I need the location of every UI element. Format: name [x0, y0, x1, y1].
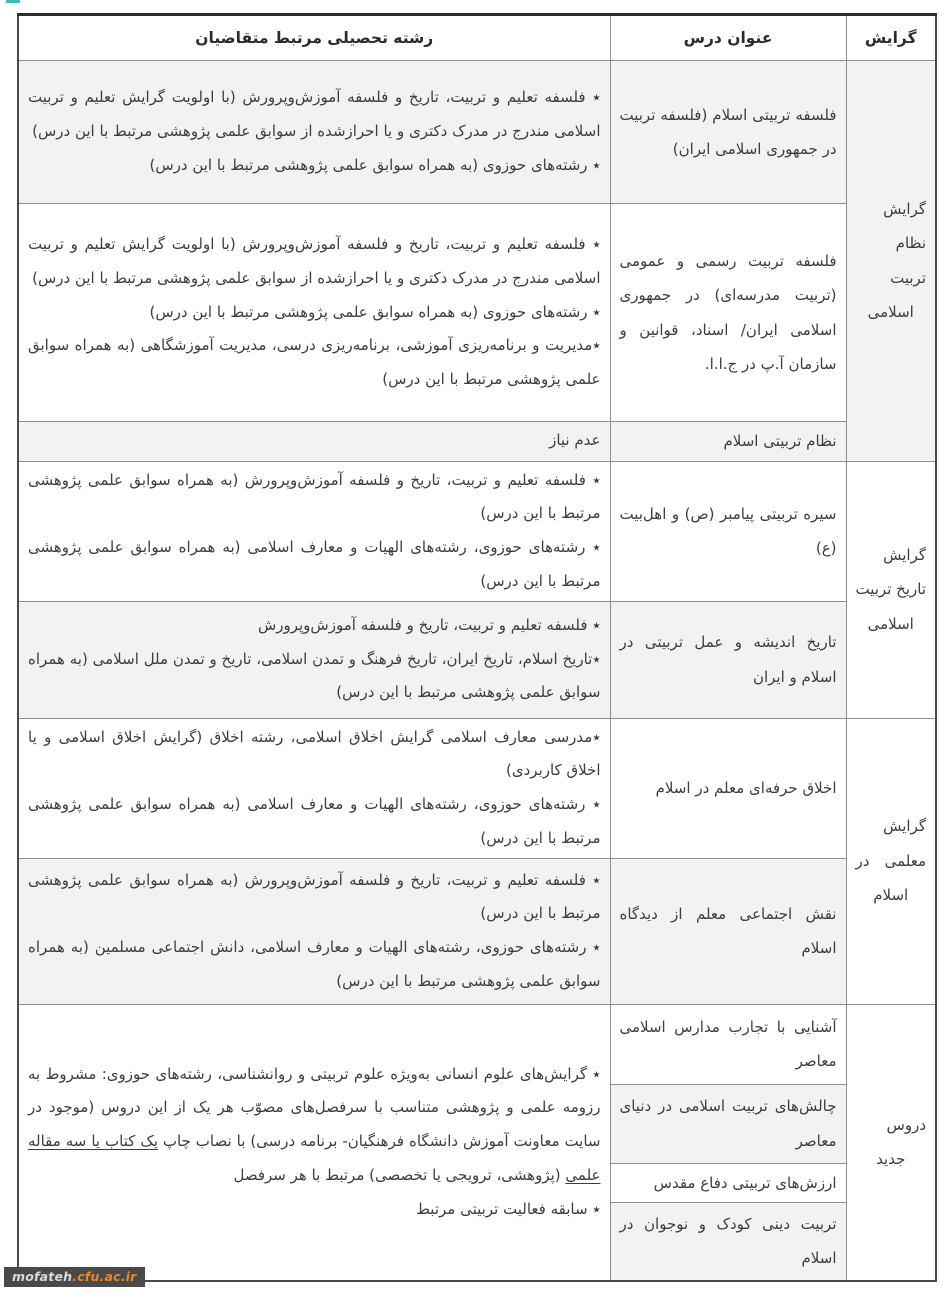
watermark-brand: mofateh — [12, 1269, 73, 1284]
table-row — [18, 422, 936, 462]
watermark-domain: .cfu.ac.ir — [72, 1269, 137, 1284]
requirements-cell — [18, 601, 610, 718]
requirement-text: (پژوهشی، ترویجی یا تخصصی) مرتبط با هر سرفصل — [233, 1165, 566, 1184]
course-title-cell: نظام تربیتی اسلام — [610, 422, 846, 462]
requirements-cell — [18, 61, 610, 204]
table-row — [18, 61, 936, 204]
course-title-cell: تاریخ اندیشه و عمل تربیتی در اسلام و ایران — [610, 601, 846, 718]
track-group-cell: گرایش تاریخ تربیت اسلامی — [846, 461, 936, 718]
track-group-cell: گرایش نظام تربیت اسلامی — [846, 61, 936, 462]
track-group-cell: گرایش معلمی در اسلام — [846, 718, 936, 1004]
course-requirements-table — [17, 13, 937, 1282]
requirement-item: ٭ رشته‌های حوزوی، رشته‌های الهیات و معارف اسلامی (به همراه سوابق علمی پژوهشی مرتبط با این درس) — [28, 795, 601, 847]
col-header-course: عنوان درس — [610, 15, 846, 61]
requirements-cell — [18, 858, 610, 1004]
table-row — [18, 204, 936, 422]
table-header-row — [18, 15, 936, 61]
requirement-item: ٭ فلسفه تعلیم و تربیت، تاریخ و فلسفه آموزش‌وپرورش (با اولویت گرایش تعلیم و تربیت اسلامی مندرج در مدرک دکتری و یا احرازشده از سوابق علمی پژوهشی مرتبط با این درس) — [28, 88, 601, 141]
course-title-cell: نقش اجتماعی معلم از دیدگاه اسلام — [610, 858, 846, 1004]
course-title-cell: فلسفه تربیتی اسلام (فلسفه تربیت در جمهوری اسلامی ایران) — [610, 61, 846, 204]
requirement-item — [28, 1058, 601, 1193]
requirement-item: ٭ فلسفه تعلیم و تربیت، تاریخ و فلسفه آموزش‌وپرورش (به همراه سوابق علمی پژوهشی مرتبط با این درس) — [28, 870, 601, 923]
requirement-item: ٭ رشته‌های حوزوی، رشته‌های الهیات و معارف اسلامی، دانش اجتماعی مسلمین (به همراه سوابق علمی پژوهشی مرتبط با این درس) — [28, 938, 601, 990]
requirements-cell — [18, 461, 610, 601]
course-title-cell: آشنایی با تجارب مدارس اسلامی معاصر — [610, 1004, 846, 1084]
requirements-cell — [18, 718, 610, 858]
teal-corner-mark — [6, 0, 20, 3]
requirement-text: ٭ گرایش‌های علوم انسانی به‌ویژه علوم تربیتی و روانشناسی، رشته‌های حوزوی: مشروط به رزومه علمی و پژوهشی متناسب با سرفصل‌های مصوّب هر یک از این دروس (موجود در سایت معاونت آموزش دانشگاه فرهنگیان- برنامه درسی) با نصاب چاپ — [28, 1064, 601, 1151]
table-row — [18, 601, 936, 718]
requirements-cell-shared — [18, 1004, 610, 1281]
table-row — [18, 1004, 936, 1084]
table-row — [18, 461, 936, 601]
table-row — [18, 718, 936, 858]
site-watermark — [4, 1267, 145, 1287]
col-header-fields: رشته تحصیلی مرتبط متقاضیان — [18, 15, 610, 61]
requirement-item: ٭ فلسفه تعلیم و تربیت، تاریخ و فلسفه آموزش‌وپرورش (با اولویت گرایش تعلیم و تربیت اسلامی مندرج در مدرک دکتری و یا احرازشده از سوابق علمی پژوهشی مرتبط با این درس) — [28, 235, 601, 287]
requirements-cell — [18, 422, 610, 462]
course-title-cell: تربیت دینی کودک و نوجوان در اسلام — [610, 1203, 846, 1281]
requirement-item: ٭ فلسفه تعلیم و تربیت، تاریخ و فلسفه آموزش‌وپرورش (به همراه سوابق علمی پژوهشی مرتبط با این درس) — [28, 470, 601, 523]
col-header-track: گرایش — [846, 15, 936, 61]
requirement-item: ٭ رشته‌های حوزوی (به همراه سوابق علمی پژوهشی مرتبط با این درس) — [149, 155, 601, 174]
track-group-cell: دروس جدید — [846, 1004, 936, 1281]
course-title-cell: فلسفه تربیت رسمی و عمومی (تربیت مدرسه‌ای) در جمهوری اسلامی ایران/ اسناد، قوانین و سازمان آ.پ در ج.ا.ا. — [610, 204, 846, 422]
requirement-item: ٭تاریخ اسلام، تاریخ ایران، تاریخ فرهنگ و تمدن اسلامی، تاریخ و تمدن ملل اسلامی (به همراه سوابق علمی پژوهشی مرتبط با این درس) — [28, 649, 601, 702]
requirement-item: ٭مدیریت و برنامه‌ریزی آموزشی، برنامه‌ریزی درسی، مدیریت آموزشگاهی (به همراه سوابق علمی پژوهشی مرتبط با این درس) — [28, 336, 601, 389]
requirement-item: عدم نیاز — [549, 431, 601, 450]
course-title-cell: چالش‌های تربیت اسلامی در دنیای معاصر — [610, 1084, 846, 1163]
requirement-item: ٭ رشته‌های حوزوی، رشته‌های الهیات و معارف اسلامی (به همراه سوابق علمی پژوهشی مرتبط با این درس) — [28, 538, 601, 590]
course-title-cell: سیره تربیتی پیامبر (ص) و اهل‌بیت (ع) — [610, 461, 846, 601]
requirement-item: ٭ رشته‌های حوزوی (به همراه سوابق علمی پژوهشی مرتبط با این درس) — [149, 302, 601, 321]
course-title-cell: اخلاق حرفه‌ای معلم در اسلام — [610, 718, 846, 858]
course-title-cell: ارزش‌های تربیتی دفاع مقدس — [610, 1163, 846, 1203]
requirements-cell — [18, 204, 610, 422]
requirement-underlined-text: یک کتاب یا سه مقاله علمی — [28, 1132, 601, 1184]
table-row — [18, 858, 936, 1004]
requirement-item: ٭مدرسی معارف اسلامی گرایش اخلاق اسلامی، رشته اخلاق (گرایش اخلاق اسلامی و یا اخلاق کاربردی) — [28, 727, 601, 780]
requirement-item: ٭ سابقه فعالیت تربیتی مرتبط — [416, 1199, 601, 1218]
requirement-item: ٭ فلسفه تعلیم و تربیت، تاریخ و فلسفه آموزش‌وپرورش — [257, 615, 601, 634]
